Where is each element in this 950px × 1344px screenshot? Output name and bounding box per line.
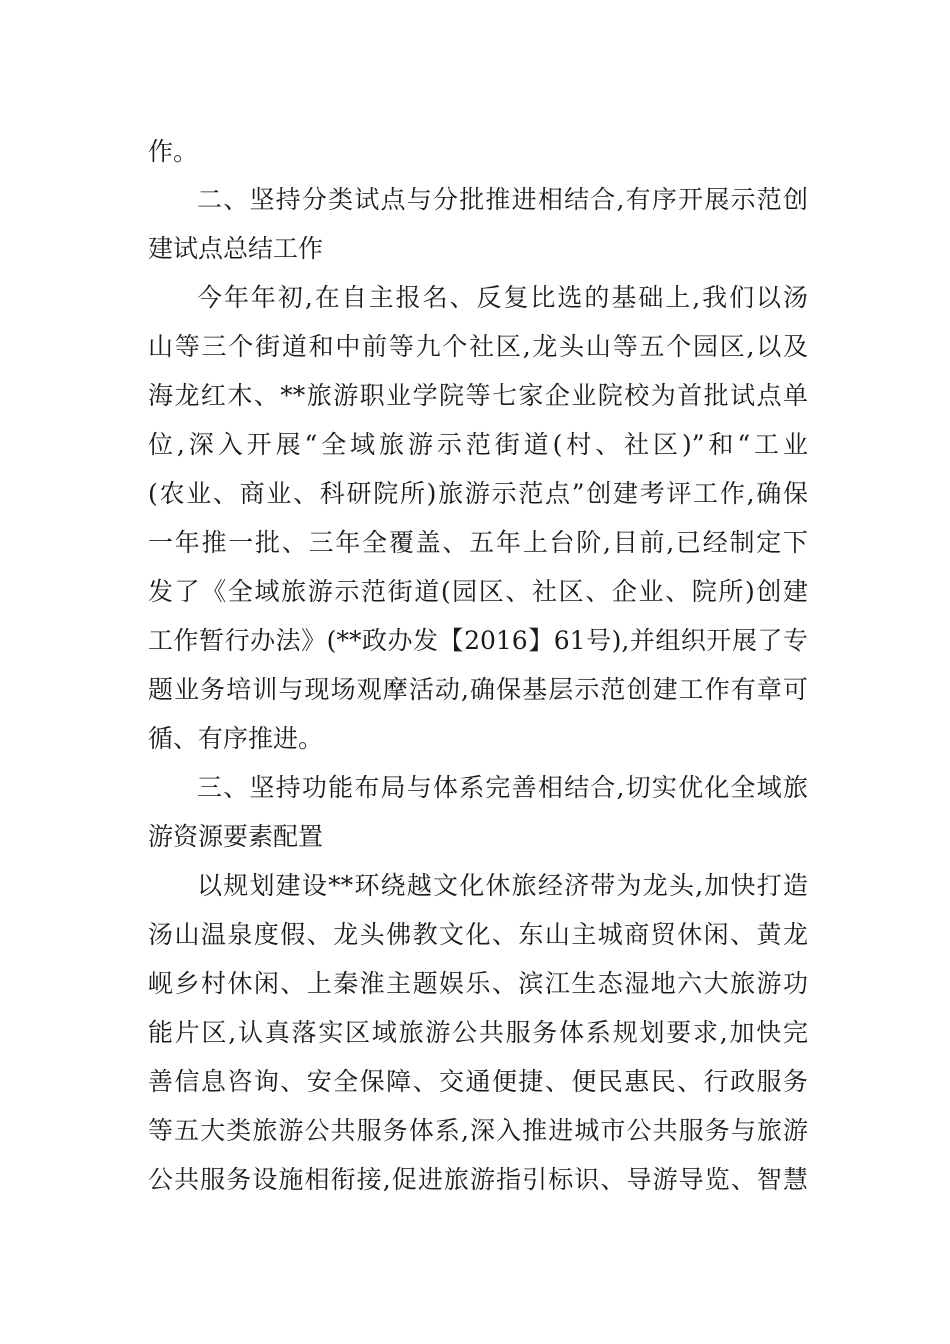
paragraph-line: 能片区,认真落实区域旅游公共服务体系规划要求,加快完 <box>148 1018 808 1047</box>
paragraph-line: 工作暂行办法》(**政办发【2016】61号),并组织开展了专 <box>148 626 808 655</box>
paragraph-line: 一年推一批、三年全覆盖、五年上台阶,目前,已经制定下 <box>148 528 808 557</box>
paragraph-line: (农业、商业、科研院所)旅游示范点”创建考评工作,确保 <box>148 479 808 508</box>
paragraph-line: 今年年初,在自主报名、反复比选的基础上,我们以汤 <box>197 283 808 312</box>
paragraph-line: 山等三个街道和中前等九个社区,龙头山等五个园区,以及 <box>148 332 808 361</box>
section-heading-line: 游资源要素配置 <box>148 822 324 851</box>
paragraph-line: 等五大类旅游公共服务体系,深入推进城市公共服务与旅游 <box>148 1116 808 1145</box>
paragraph-line: 汤山温泉度假、龙头佛教文化、东山主城商贸休闲、黄龙 <box>148 920 808 949</box>
paragraph-line: 海龙红木、**旅游职业学院等七家企业院校为首批试点单 <box>148 381 808 410</box>
paragraph-line: 以规划建设**环绕越文化休旅经济带为龙头,加快打造 <box>197 871 808 900</box>
paragraph-line: 岘乡村休闲、上秦淮主题娱乐、滨江生态湿地六大旅游功 <box>148 969 808 998</box>
section-heading-line: 建试点总结工作 <box>148 234 324 263</box>
paragraph-line: 公共服务设施相衔接,促进旅游指引标识、导游导览、智慧 <box>148 1165 808 1194</box>
paragraph-line: 善信息咨询、安全保障、交通便捷、便民惠民、行政服务 <box>148 1067 808 1096</box>
paragraph-line: 位,深入开展“全域旅游示范街道(村、社区)”和“工业 <box>148 430 808 459</box>
paragraph-line: 作。 <box>148 137 199 166</box>
paragraph-line: 循、有序推进。 <box>148 724 324 753</box>
paragraph-line: 题业务培训与现场观摩活动,确保基层示范创建工作有章可 <box>148 675 808 704</box>
section-heading-line: 二、坚持分类试点与分批推进相结合,有序开展示范创 <box>197 185 808 214</box>
section-heading-line: 三、坚持功能布局与体系完善相结合,切实优化全域旅 <box>197 773 808 802</box>
paragraph-line: 发了《全域旅游示范街道(园区、社区、企业、院所)创建 <box>148 577 808 606</box>
